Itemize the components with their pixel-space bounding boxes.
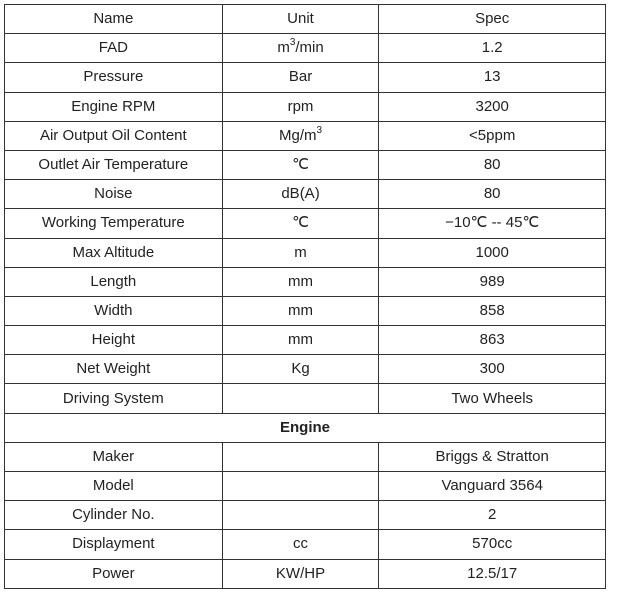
row-unit [222,442,379,471]
row-name: Outlet Air Temperature [5,150,223,179]
row-name: Width [5,296,223,325]
row-spec: 989 [379,267,606,296]
table-row [5,384,606,413]
row-unit: ℃ [222,150,379,179]
table-row [5,296,606,325]
row-unit [222,472,379,501]
row-name: Model [5,472,223,501]
row-name: Noise [5,180,223,209]
row-name: Pressure [5,63,223,92]
row-unit: KW/HP [222,559,379,588]
row-name: Length [5,267,223,296]
table-row [5,530,606,559]
row-name: Maker [5,442,223,471]
row-name: Net Weight [5,355,223,384]
row-name: Engine RPM [5,92,223,121]
table-row [5,63,606,92]
header-spec: Spec [379,5,606,34]
table-row [5,180,606,209]
row-unit: ℃ [222,209,379,238]
table-row [5,150,606,179]
row-spec: 3200 [379,92,606,121]
row-spec: Briggs & Stratton [379,442,606,471]
row-name: Working Temperature [5,209,223,238]
row-name: Air Output Oil Content [5,121,223,150]
row-spec: Two Wheels [379,384,606,413]
unit-exponent: 3 [289,37,296,49]
row-spec: <5ppm [379,121,606,150]
table-row [5,92,606,121]
row-spec: 2 [379,501,606,530]
table-row [5,267,606,296]
section-title: Engine [5,413,606,442]
row-spec: 858 [379,296,606,325]
section-row [5,413,606,442]
row-unit [222,501,379,530]
row-unit: rpm [222,92,379,121]
row-name: FAD [5,34,223,63]
row-spec: −10℃ -- 45℃ [379,209,606,238]
row-unit: mm [222,267,379,296]
row-spec: Vanguard 3564 [379,472,606,501]
table-row [5,355,606,384]
row-unit: m [222,238,379,267]
row-unit: mm [222,296,379,325]
row-name: Power [5,559,223,588]
table-row [5,442,606,471]
spec-table [4,4,606,589]
row-spec: 300 [379,355,606,384]
row-unit [222,34,379,63]
row-unit: cc [222,530,379,559]
row-spec: 80 [379,180,606,209]
unit-exponent: 3 [316,124,323,136]
table-row [5,326,606,355]
row-name: Displayment [5,530,223,559]
table-row [5,238,606,267]
row-name: Cylinder No. [5,501,223,530]
row-name: Height [5,326,223,355]
row-unit: dB(A) [222,180,379,209]
unit-base: m [277,39,290,57]
table-row [5,559,606,588]
row-spec: 570cc [379,530,606,559]
header-row [5,5,606,34]
row-unit: mm [222,326,379,355]
row-spec: 12.5/17 [379,559,606,588]
row-unit [222,121,379,150]
table-row [5,501,606,530]
row-unit [222,384,379,413]
row-spec: 80 [379,150,606,179]
row-spec: 863 [379,326,606,355]
row-unit: Kg [222,355,379,384]
row-spec: 13 [379,63,606,92]
row-name: Driving System [5,384,223,413]
header-name: Name [5,5,223,34]
table-row [5,121,606,150]
row-unit: Bar [222,63,379,92]
row-name: Max Altitude [5,238,223,267]
table-row [5,209,606,238]
row-spec: 1.2 [379,34,606,63]
row-spec: 1000 [379,238,606,267]
table-row [5,472,606,501]
table-row [5,34,606,63]
unit-base: Mg/m [278,126,317,144]
unit-suffix: /min [295,39,324,57]
header-unit: Unit [222,5,379,34]
